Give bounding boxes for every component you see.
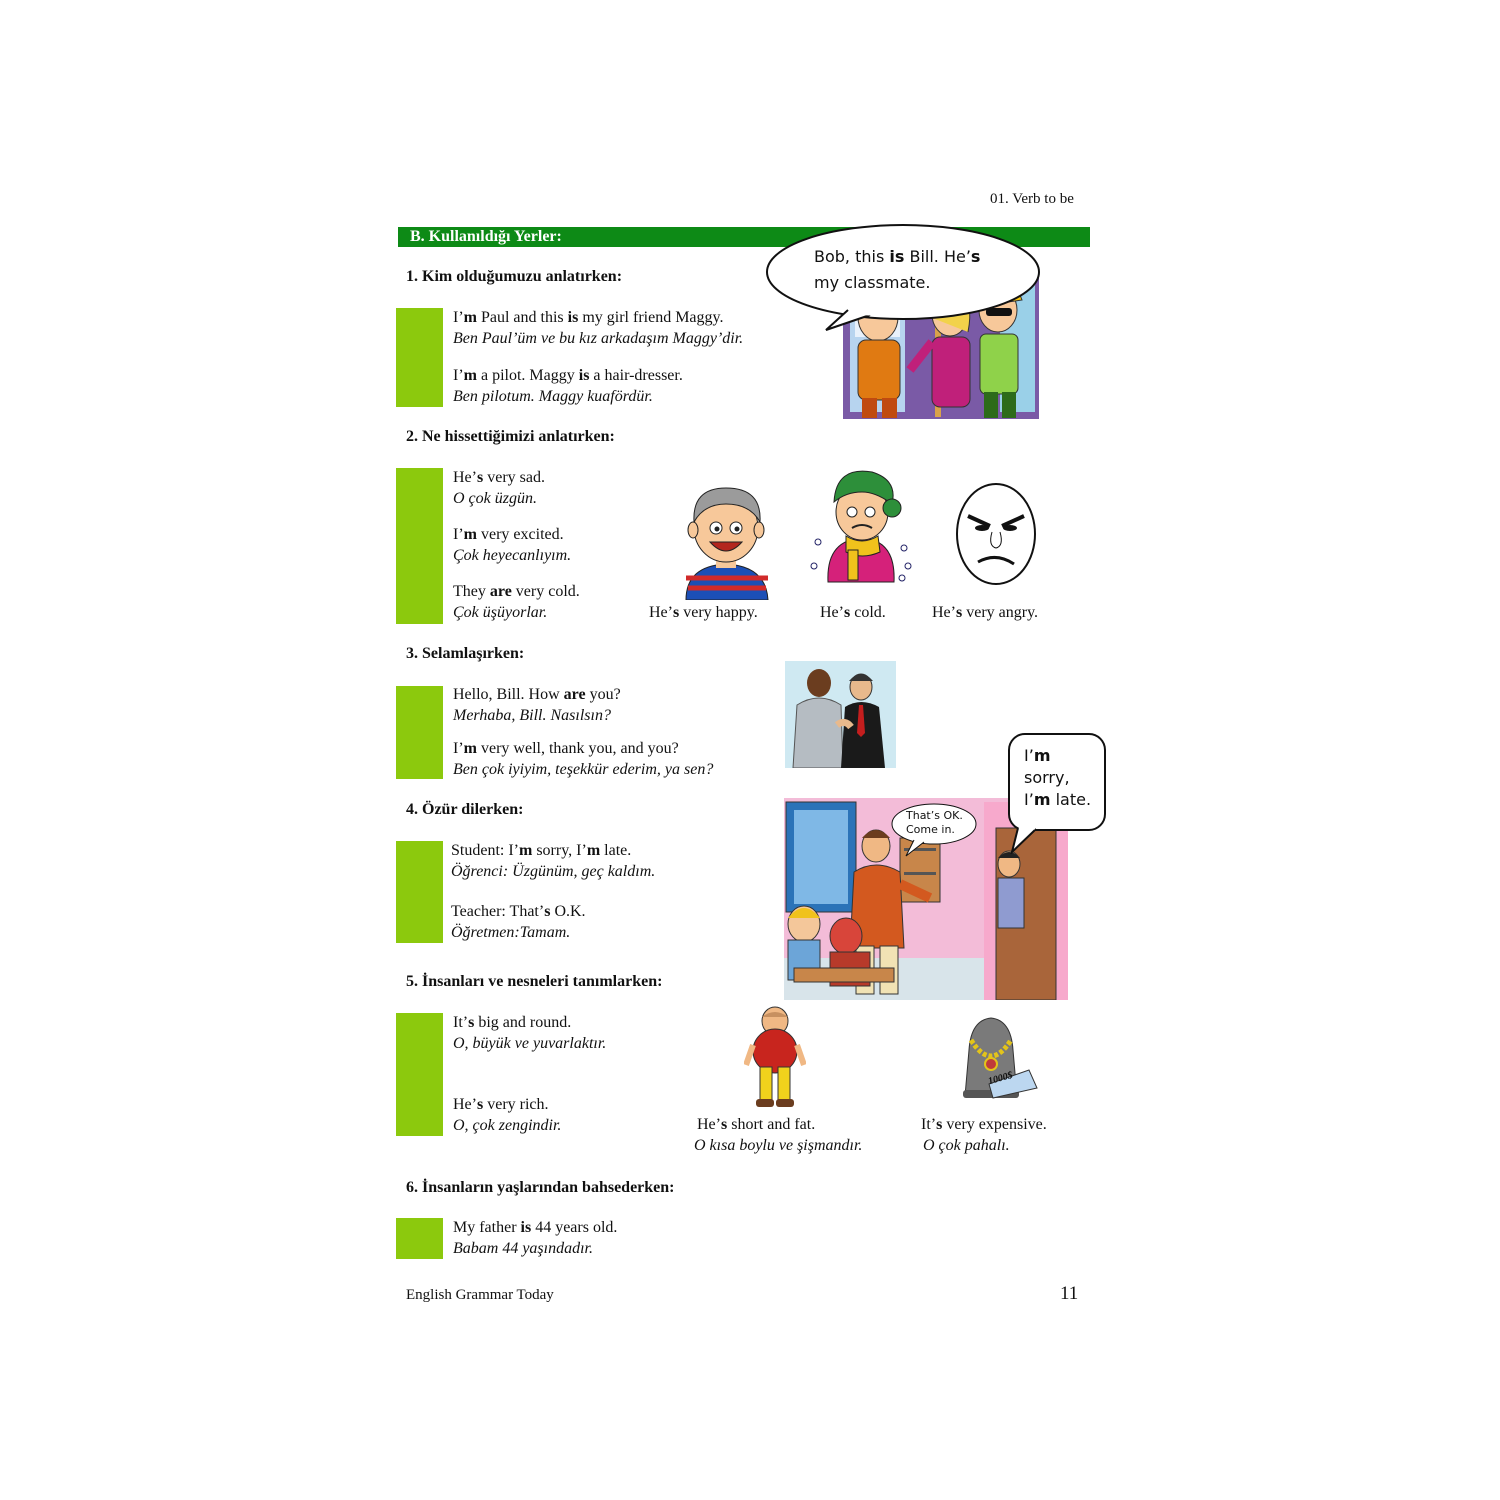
translation-line: Çok heyecanlıyım. [453,547,572,564]
section-heading-4: 4. Özür dilerken: [406,801,524,818]
handshake-illustration [785,661,896,768]
translation-line: Babam 44 yaşındadır. [453,1240,593,1257]
price-tag: 1000$ [986,1069,1015,1088]
translation-line: Öğretmen:Tamam. [451,924,571,941]
cold-boy-illustration [806,462,918,586]
example-line: Teacher: That’s O.K. [451,903,586,920]
section-title: B. Kullanıldığı Yerler: [410,228,562,245]
book-title: English Grammar Today [406,1287,554,1303]
page-number: 11 [1060,1283,1079,1304]
angry-face-illustration [954,480,1038,588]
section-heading-3: 3. Selamlaşırken: [406,645,525,662]
caption-cold: He’s cold. [820,604,886,621]
translation-line: Ben Paul’üm ve bu kız arkadaşım Maggy’dir. [453,330,744,347]
caption-expensive: It’s very expensive. [921,1116,1047,1133]
caption-angry: He’s very angry. [932,604,1039,621]
speech-bubble-teacher: That’s OK. Come in. [906,809,963,836]
section-heading-6: 6. İnsanların yaşlarından bahsederken: [406,1179,675,1196]
chapter-header: 01. Verb to be [990,191,1074,207]
green-marker-4 [396,841,443,943]
section-heading-5: 5. İnsanları ve nesneleri tanımlarken: [406,973,663,990]
translation-line: Ben pilotum. Maggy kuafördür. [453,388,653,405]
section-heading-2: 2. Ne hissettiğimizi anlatırken: [406,428,615,445]
green-marker-1 [396,308,443,407]
translation-line: O, büyük ve yuvarlaktır. [453,1035,607,1052]
speech-bubble-bob: Bob, this is Bill. He’s my classmate. [814,247,981,292]
example-line: I’m a pilot. Maggy is a hair-dresser. [453,367,683,384]
green-marker-3 [396,686,443,779]
speech-bubble-student: I’m sorry, I’m late. [1024,746,1092,809]
green-marker-2 [396,468,443,624]
translation-line: Öğrenci: Üzgünüm, geç kaldım. [451,863,656,880]
happy-boy-illustration [676,478,776,600]
necklace-illustration [943,1010,1039,1106]
example-line: Hello, Bill. How are you? [453,686,621,703]
caption-short-fat: He’s short and fat. [697,1116,816,1133]
example-line: I’m very well, thank you, and you? [453,740,679,757]
short-fat-man-illustration [744,1005,806,1109]
example-line: He’s very rich. [453,1096,549,1113]
example-line: Student: I’m sorry, I’m late. [451,842,632,859]
translation-line: O çok üzgün. [453,490,537,507]
example-line: I’m Paul and this is my girl friend Maggy. [453,309,724,326]
section-heading-1: 1. Kim olduğumuzu anlatırken: [406,268,623,285]
caption-short-fat-translation: O kısa boylu ve şişmandır. [694,1137,863,1154]
green-marker-6 [396,1218,443,1259]
example-line: It’s big and round. [453,1014,572,1031]
translation-line: Merhaba, Bill. Nasılsın? [453,707,611,724]
example-line: I’m very excited. [453,526,564,543]
example-line: My father is 44 years old. [453,1219,618,1236]
caption-happy: He’s very happy. [649,604,758,621]
example-line: He’s very sad. [453,469,545,486]
translation-line: O, çok zengindir. [453,1117,562,1134]
example-line: They are very cold. [453,583,580,600]
translation-line: Çok üşüyorlar. [453,604,548,621]
translation-line: Ben çok iyiyim, teşekkür ederim, ya sen? [453,761,714,778]
caption-expensive-translation: O çok pahalı. [923,1137,1010,1154]
green-marker-5 [396,1013,443,1136]
